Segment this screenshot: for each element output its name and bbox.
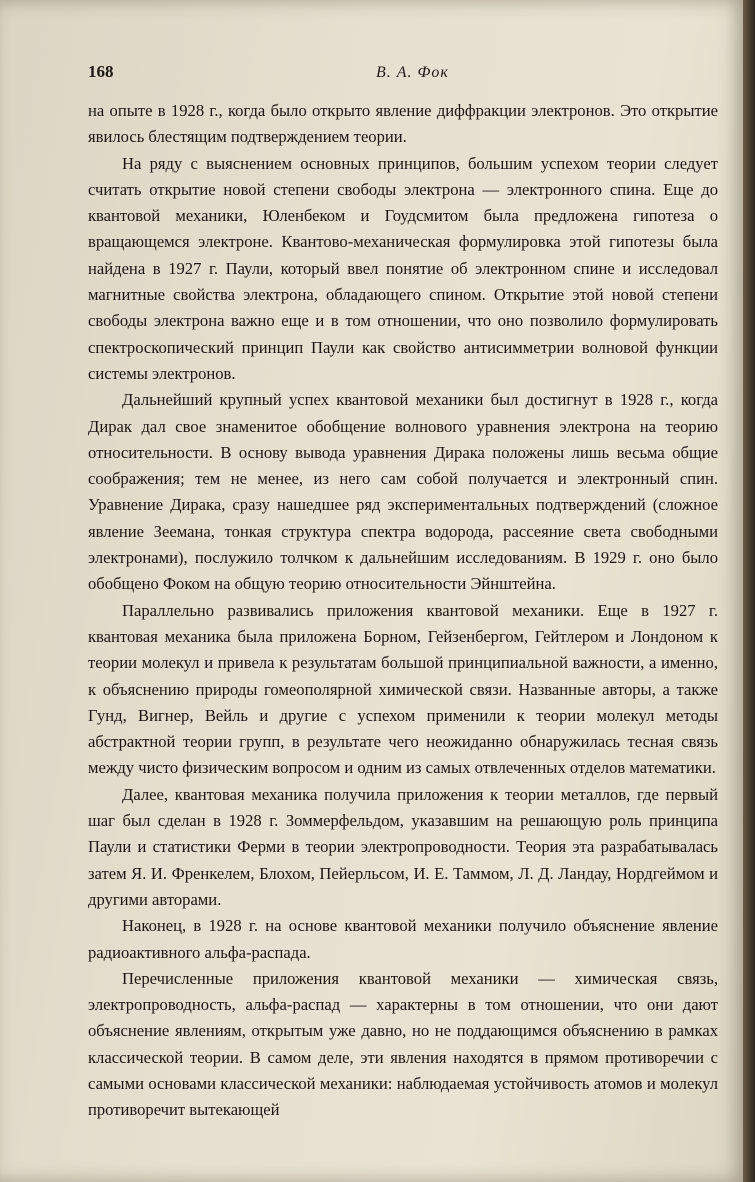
page-number: 168 — [88, 62, 114, 81]
paragraph: Далее, квантовая механика получила приложения к теории металлов, где первый шаг был сделан в 1928 г. Зоммерфельдом, указавшим на решающую роль принципа Паули и статистики Ферми в теории электропроводности. Теория эта разрабатывалась затем Я. И. Френкелем, Блохом, Пейерльсом, И. Е. Таммом, Л. Д. Ландау, Нордгеймом и другими авторами. — [88, 784, 718, 909]
paragraph: Перечисленные приложения квантовой механики — химическая связь, электропроводность, альфа-распад — характерны в том отношении, что они дают объяснение явлениям, открытым уже давно, но не поддающимся объяснению в рамках классической теории. В самом деле, эти явления находятся в прямом противоречии с самыми основами классической механики: наблюдаемая устойчивость атомов и молекул противоречит вытекающей — [88, 968, 718, 1120]
page-header — [88, 62, 728, 92]
running-title: В. А. Фок — [376, 64, 449, 81]
paragraph: Дальнейший крупный успех квантовой механики был достигнут в 1928 г., когда Дирак дал свое знаменитое обобщение волнового уравнения электрона на теорию относительности. В основу вывода уравнения Дирака положены лишь весьма общие соображения; тем не менее, из него сам собой получается и электронный спин. Уравнение Дирака, сразу нашедшее ряд экспериментальных подтверждений (сложное явление Зеемана, тонкая структура спектра водорода, рассеяние света свободными электронами), послужило толчком к дальнейшим исследованиям. В 1929 г. оно было обобщено Фоком на общую теорию относительности Эйнштейна. — [88, 390, 718, 594]
body-text — [88, 98, 718, 1124]
paragraph: На ряду с выяснением основных принципов, большим успехом теории следует считать открытие новой степени свободы электрона — электронного спина. Еще до квантовой механики, Юленбеком и Гоудсмитом была предложена гипотеза о вращающемся электроне. Квантово-механическая формулировка этой гипотезы была найдена в 1927 г. Паули, который ввел понятие об электронном спине и исследовал магнитные свойства электрона, обладающего спином. Открытие этой новой степени свободы электрона важно еще и в том отношении, что оно позволило формулировать спектроскопический принцип Паули как свойство антисимметрии волновой функции системы электронов. — [88, 153, 718, 383]
paragraph: на опыте в 1928 г., когда было открыто явление диффракции электронов. Это открытие явилось блестящим подтверждением теории. — [88, 101, 718, 147]
book-spine-shadow — [743, 0, 755, 1182]
paragraph: Параллельно развивались приложения квантовой механики. Еще в 1927 г. квантовая механика была приложена Борном, Гейзенбергом, Гейтлером и Лондоном к теории молекул и привела к результатам большой принципиальной важности, а именно, к объяснению природы гомеополярной химической связи. Названные авторы, а также Гунд, Вигнер, Вейль и другие с успехом применили к теории молекул методы абстрактной теории групп, в результате чего неожиданно обнаружилась тесная связь между чисто физическим вопросом и одним из самых отвлеченных отделов математики. — [88, 600, 718, 778]
paragraph: Наконец, в 1928 г. на основе квантовой механики получило объяснение явление радиоактивного альфа-распада. — [88, 916, 718, 962]
